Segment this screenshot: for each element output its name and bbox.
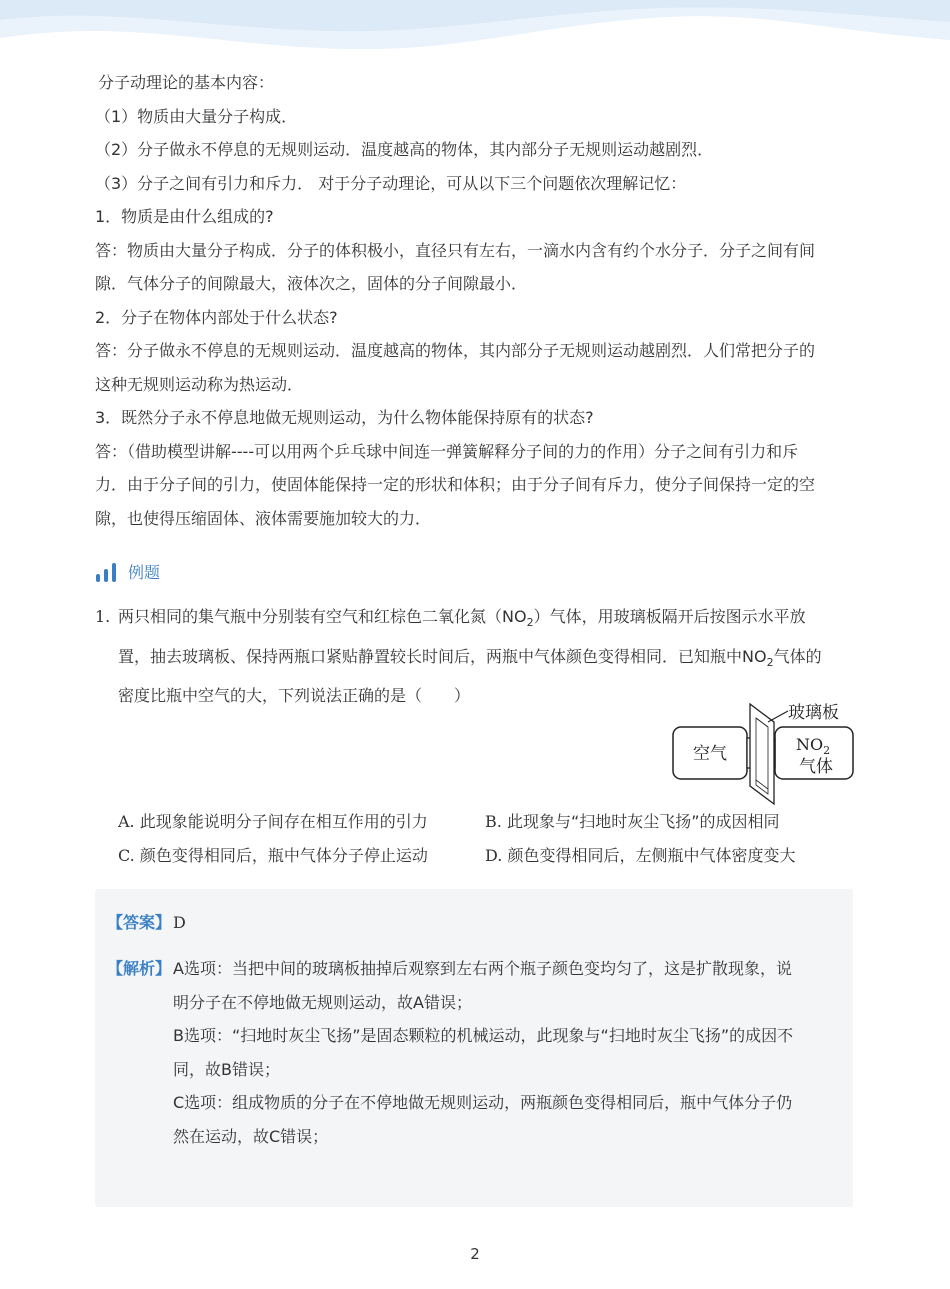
question-1 [95,600,855,713]
glass-plate [750,704,774,804]
header-wave-decoration [0,0,950,70]
analysis-text [173,952,793,1153]
intro-line: （2）分子做永不停息的无规则运动．温度越高的物体，其内部分子无规则运动越剧烈． [95,140,714,159]
option-letter: D. [485,845,503,865]
intro-line: 力．由于分子间的引力，使固体能保持一定的形状和体积；由于分子间有斥力，使分子间保持一定的空 [95,475,816,494]
answer-value: D [173,913,186,932]
label-gas: 气体 [799,757,833,777]
question-text-part: 置，抽去玻璃板、保持两瓶口紧贴静置较长时间后，两瓶中气体颜色变得相同．已知瓶中NO [118,646,767,666]
analysis-line: 同，故B错误； [173,1059,280,1079]
section-header-examples [95,560,160,583]
question-text-line [118,600,806,640]
label-no2: $NO_2$ [796,735,831,757]
subscript: 2 [526,616,534,630]
option-letter: C. [118,845,135,865]
option-d[interactable] [485,839,852,873]
analysis-line: C选项：组成物质的分子在不停地做无规则运动，两瓶颜色变得相同后，瓶中气体分子仍 [173,1093,793,1112]
analysis-tag: 【解析】 [107,959,172,978]
analysis-line: 然在运动，故C错误； [173,1126,329,1146]
analysis-line: 明分子在不停地做无规则运动，故A错误； [173,992,472,1012]
question-text-line [95,640,855,680]
gas-bottle-diagram [670,700,856,806]
analysis-row [107,952,793,1153]
option-a[interactable] [118,805,485,839]
bar-chart-icon [95,561,119,583]
option-b[interactable] [485,805,852,839]
question-text-part: 两只相同的集气瓶中分别装有空气和红棕色二氧化氮（NO [118,607,527,626]
question-text-line: 密度比瓶中空气的大，下列说法正确的是（ ） [118,686,471,706]
analysis-line: A选项：当把中间的玻璃板抽掉后观察到左右两个瓶子颜色变均匀了，这是扩散现象，说 [173,959,792,978]
subscript: 2 [766,655,774,669]
question-text-part: ）气体，用玻璃板隔开后按图示水平放 [533,607,806,626]
question-text-part: 气体的 [773,646,822,666]
option-text: 此现象能说明分子间存在相互作用的引力 [139,812,428,831]
option-text: 颜色变得相同后，左侧瓶中气体密度变大 [507,845,796,865]
question-number: 1. [95,607,111,626]
leader-line [768,711,788,722]
intro-line: 这种无规则运动称为热运动． [95,374,304,394]
section-title: 例题 [128,563,161,582]
answer-box [95,889,853,1207]
answer-options [118,805,858,872]
intro-line: 答：物质由大量分子构成．分子的体积极小，直径只有左右，一滴水内含有约个水分子．分子之间有间 [95,240,816,260]
intro-line: 1．物质是由什么组成的? [95,207,274,226]
answer-row [107,906,186,940]
option-text: 颜色变得相同后，瓶中气体分子停止运动 [139,845,428,865]
intro-line: 隙．气体分子的间隙最大，液体次之，固体的分子间隙最小． [95,274,528,293]
intro-line: 答：分子做永不停息的无规则运动．温度越高的物体，其内部分子无规则运动越剧烈．人们常把分子的 [95,341,816,360]
label-glass-plate: 玻璃板 [788,703,839,723]
option-c[interactable] [118,839,485,873]
analysis-line: B选项：“扫地时灰尘飞扬”是固态颗粒的机械运动，此现象与“扫地时灰尘飞扬”的成因不 [173,1026,794,1045]
intro-line: 答：（借助模型讲解----可以用两个乒乓球中间连一弹簧解释分子间的力的作用）分子之间有引力和斥 [95,441,799,461]
intro-content [95,66,855,535]
intro-line: 隙，也使得压缩固体、液体需要施加较大的力． [95,508,432,528]
page-number: 2 [470,1245,480,1263]
intro-line: 分子动理论的基本内容： [98,73,275,92]
intro-line: 2．分子在物体内部处于什么状态? [95,307,338,327]
intro-line: （3）分子之间有引力和斥力． 对于分子动理论，可从以下三个问题依次理解记忆： [95,173,687,193]
intro-line: 3．既然分子永不停息地做无规则运动，为什么物体能保持原有的状态? [95,408,594,427]
intro-line: （1）物质由大量分子构成． [95,106,298,126]
option-text: 此现象与“扫地时灰尘飞扬”的成因相同 [506,812,780,831]
label-air: 空气 [693,744,727,764]
option-letter: A. [118,812,135,831]
option-letter: B. [485,812,502,831]
answer-tag: 【答案】 [107,913,172,932]
